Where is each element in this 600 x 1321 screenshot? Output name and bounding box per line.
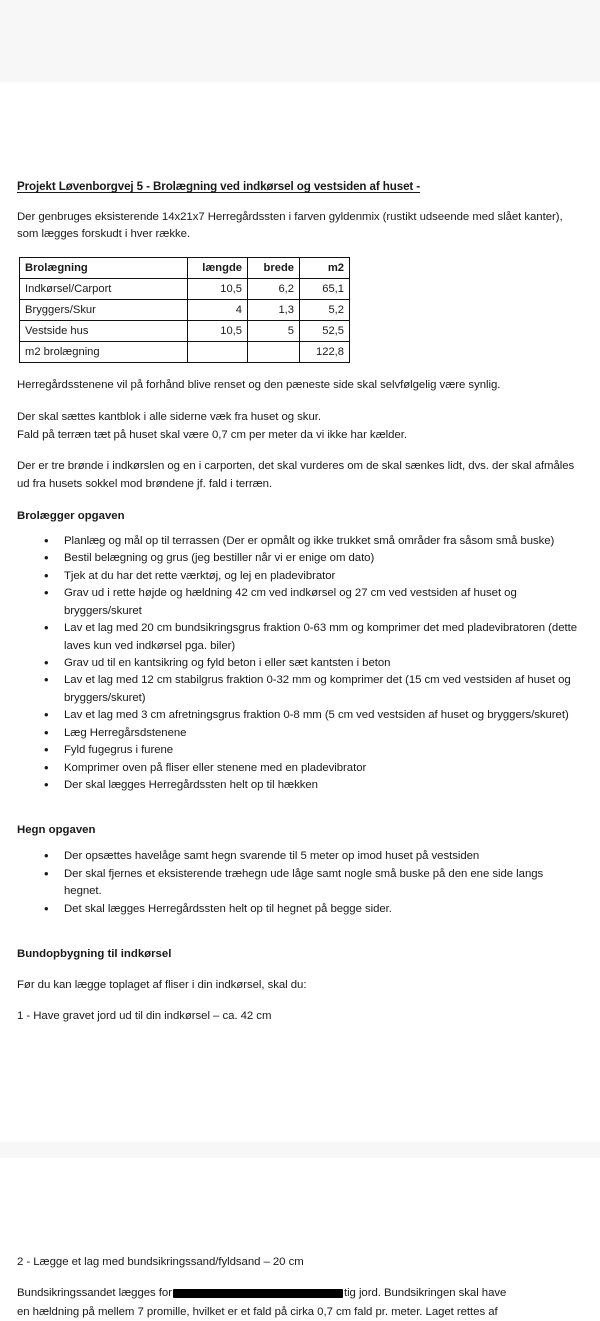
document-page-1 xyxy=(0,82,600,1142)
paragraph-kantblok: Der skal sættes kantblok i alle siderne væk fra huset og skur. xyxy=(17,410,321,423)
paragraph-cleaning: Herregårdsstenene vil på forhånd blive renset og den pæneste side skal selvfølgelig være synlig. xyxy=(17,379,501,392)
row-laengde xyxy=(188,342,248,363)
row-brede: 1,3 xyxy=(248,300,300,321)
list-item: • Lav et lag med 20 cm bundsikringsgrus fraktion 0-63 mm og komprimer det med pladevibratoren (dette laves kun ved indkørsel pga. biler) xyxy=(17,620,583,655)
table-row-total xyxy=(20,342,350,363)
section-heading-hegn: Hegn opgaven xyxy=(17,824,96,837)
row-label: m2 brolægning xyxy=(20,342,188,363)
paragraph-bundsikring-redacted xyxy=(17,1285,583,1302)
list-item: • Grav ud til en kantsikring og fyld beton i eller sæt kantsten i beton xyxy=(17,655,583,672)
document-page-2 xyxy=(0,1158,600,1318)
list-item: • Bestil belægning og grus (jeg bestiller når vi er enige om dato) xyxy=(17,550,583,567)
brolaegning-measurements-table xyxy=(19,257,350,363)
table-header-m2: m2 xyxy=(300,258,350,279)
paragraph-bundopbygning-intro: Før du kan lægge toplaget af fliser i din indkørsel, skal du: xyxy=(17,979,307,992)
row-m2: 52,5 xyxy=(300,321,350,342)
row-label: Indkørsel/Carport xyxy=(20,279,188,300)
row-laengde: 10,5 xyxy=(188,279,248,300)
row-brede xyxy=(248,342,300,363)
list-item: • Grav ud i rette højde og hældning 42 cm ved indkørsel og 27 cm ved vestsiden af huset og bryggers/skuret xyxy=(17,585,583,620)
intro-paragraph: Der genbruges eksisterende 14x21x7 Herregårdssten i farven gyldenmix (rustikt udseende med slået kanter), som lægges forskudt i hver række. xyxy=(17,210,563,240)
row-m2: 65,1 xyxy=(300,279,350,300)
paragraph-broende: Der er tre brønde i indkørslen og en i carporten, det skal vurderes om de skal sænkes lidt, dvs. der skal afmåles ud fra husets sokkel mod brøndene jf. fald i terræn. xyxy=(17,460,575,490)
table-row xyxy=(20,300,350,321)
row-label: Bryggers/Skur xyxy=(20,300,188,321)
row-m2: 5,2 xyxy=(300,300,350,321)
viewer-top-background xyxy=(0,0,600,82)
step-1-text: 1 - Have gravet jord ud til din indkørsel – ca. 42 cm xyxy=(17,1010,272,1023)
table-header-brolaegning: Brolægning xyxy=(20,258,188,279)
list-item: • Der opsættes havelåge samt hegn svarende til 5 meter op imod huset på vestsiden xyxy=(17,848,583,865)
table-header-brede: brede xyxy=(248,258,300,279)
redacted-text-before: Bundsikringssandet lægges for xyxy=(17,1287,172,1300)
list-item: • Komprimer oven på fliser eller stenene med en pladevibrator xyxy=(17,760,583,777)
list-item: • Lav et lag med 12 cm stabilgrus fraktion 0-32 mm og komprimer det (15 cm ved vestsiden af huset og bryggers/skuret) xyxy=(17,672,583,707)
paragraph-bundsikring-continued: en hældning på mellem 7 promille, hvilket er et fald på cirka 0,7 cm fald pr. meter. Laget rettes af xyxy=(17,1305,498,1318)
section-heading-brolaegger: Brolægger opgaven xyxy=(17,509,125,522)
table-header-row xyxy=(20,258,350,279)
row-label: Vestside hus xyxy=(20,321,188,342)
hegn-task-list xyxy=(17,848,583,918)
row-laengde: 4 xyxy=(188,300,248,321)
list-item: • Læg Herregårsdstenene xyxy=(17,725,583,742)
list-item: • Der skal fjernes et eksisterende træhegn ude låge samt nogle små buske på den ene side langs hegnet. xyxy=(17,866,583,901)
list-item: • Fyld fugegrus i furene xyxy=(17,742,583,759)
page-break-gap xyxy=(0,1142,600,1158)
list-item: • Det skal lægges Herregårdssten helt op til hegnet på begge sider. xyxy=(17,901,583,918)
row-m2: 122,8 xyxy=(300,342,350,363)
paragraph-fald-terraen: Fald på terræn tæt på huset skal være 0,7 cm per meter da vi ikke har kælder. xyxy=(17,428,407,441)
table-row xyxy=(20,279,350,300)
step-2-text: 2 - Lægge et lag med bundsikringssand/fyldsand – 20 cm xyxy=(17,1256,304,1268)
row-brede: 5 xyxy=(248,321,300,342)
list-item: • Lav et lag med 3 cm afretningsgrus fraktion 0-8 mm (5 cm ved vestsiden af huset og bryggers/skuret) xyxy=(17,707,583,724)
redaction-bar xyxy=(173,1289,343,1298)
list-item: • Planlæg og mål op til terrassen (Der er opmålt og ikke trukket små områder fra såsom små buske) xyxy=(17,533,583,550)
section-heading-bundopbygning: Bundopbygning til indkørsel xyxy=(17,948,172,961)
table-row xyxy=(20,321,350,342)
list-item: • Tjek at du har det rette værktøj, og lej en pladevibrator xyxy=(17,568,583,585)
page-title: Projekt Løvenborgvej 5 - Brolægning ved indkørsel og vestsiden af huset - xyxy=(17,180,421,193)
redacted-text-after: tig jord. Bundsikringen skal have xyxy=(343,1287,507,1300)
brolaegger-task-list xyxy=(17,533,583,795)
list-item: • Der skal lægges Herregårdssten helt op til hækken xyxy=(17,777,583,794)
row-brede: 6,2 xyxy=(248,279,300,300)
table-header-laengde: længde xyxy=(188,258,248,279)
row-laengde: 10,5 xyxy=(188,321,248,342)
